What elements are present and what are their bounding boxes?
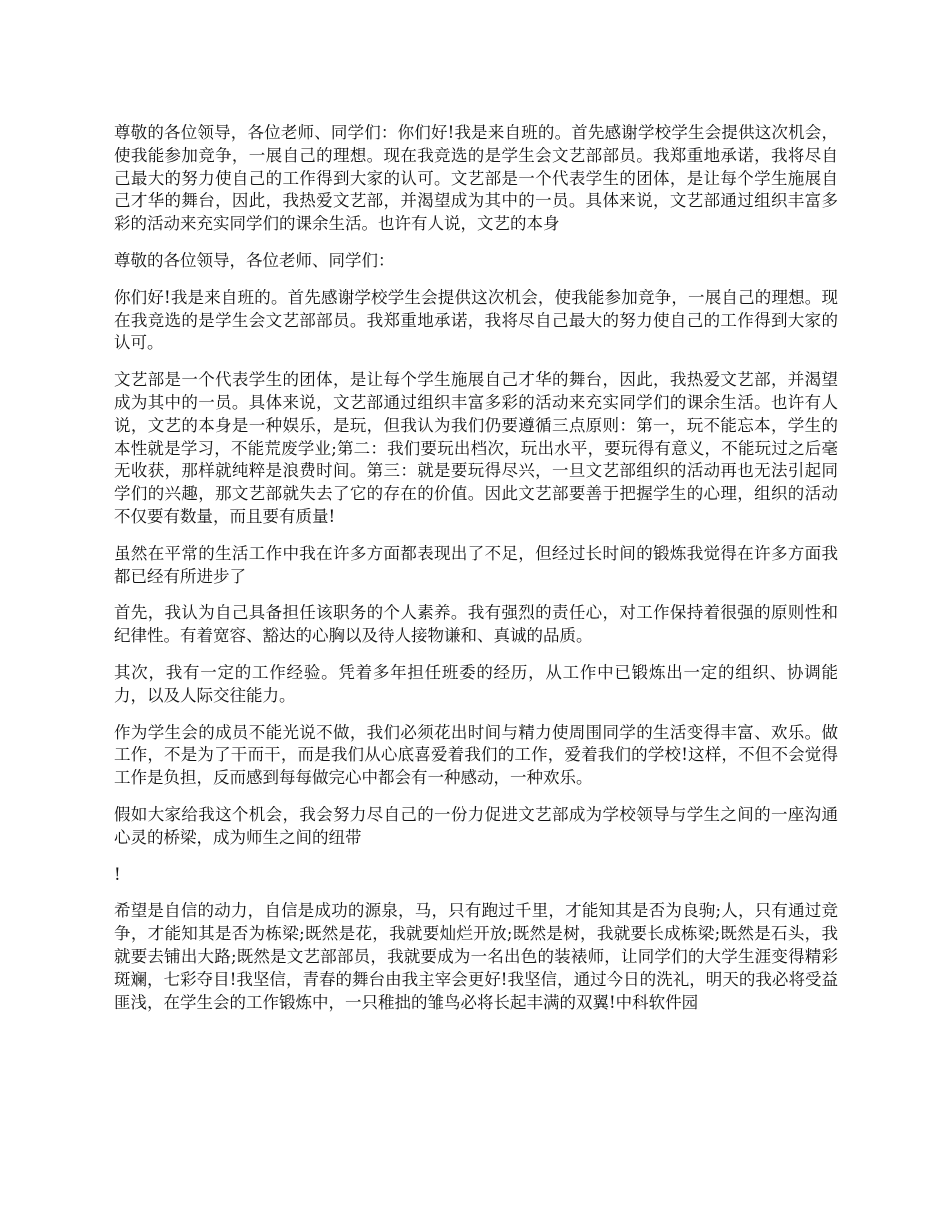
closing-paragraph: 希望是自信的动力，自信是成功的源泉，马，只有跑过千里，才能知其是否为良驹;人，只有通过竞争，才能知其是否为栋梁;既然是花，我就要灿烂开放;既然是树，我就要长成栋梁;既然是石头，我就要去铺出大路;既然是文艺部部员，我就要成为一名出色的装裱师，让同学们的大学生涯变得精彩斑斓，七彩夺目!我坚信，青春的舞台由我主宰会更好!我坚信，通过今日的洗礼，明天的我必将受益匪浅，在学生会的工作锻炼中，一只稚拙的雏鸟必将长起丰满的双翼!中科软件园: [114, 901, 838, 1012]
summary-paragraph: 尊敬的各位领导，各位老师、同学们：你们好!我是来自班的。首先感谢学校学生会提供这次机会，使我能参加竞争，一展自己的理想。现在我竞选的是学生会文艺部部员。我郑重地承诺，我将尽自己最大的努力使自己的工作得到大家的认可。文艺部是一个代表学生的团体，是让每个学生施展自己才华的舞台，因此，我热爱文艺部，并渴望成为其中的一员。具体来说，文艺部通过组织丰富多彩的活动来充实同学们的课余生活。也许有人说，文艺的本身: [114, 123, 838, 234]
experience-paragraph: 其次，我有一定的工作经验。凭着多年担任班委的经历，从工作中已锻炼出一定的组织、协调能力，以及人际交往能力。: [114, 662, 838, 705]
qualities-paragraph: 首先，我认为自己具备担任该职务的个人素养。我有强烈的责任心，对工作保持着很强的原则性和纪律性。有着宽容、豁达的心胸以及待人接物谦和、真诚的品质。: [114, 603, 838, 646]
opportunity-paragraph: 假如大家给我这个机会，我会努力尽自己的一份力促进文艺部成为学校领导与学生之间的一座沟通心灵的桥梁，成为师生之间的纽带: [114, 804, 838, 847]
salutation-paragraph: 尊敬的各位领导，各位老师、同学们：: [114, 250, 395, 270]
progress-paragraph: 虽然在平常的生活工作中我在许多方面都表现出了不足，但经过长时间的锻炼我觉得在许多方面我都已经有所进步了: [114, 543, 838, 586]
commitment-paragraph: 作为学生会的成员不能光说不做，我们必须花出时间与精力使周围同学的生活变得丰富、欢乐。做工作，不是为了干而干，而是我们从心底喜爱着我们的工作，爱着我们的学校!这样，不但不会觉得工作是负担，反而感到每每做完心中都会有一种感动，一种欢乐。: [114, 722, 838, 788]
document-body: [114, 122, 838, 1028]
exclamation-paragraph: !: [114, 864, 121, 884]
department-paragraph: 文艺部是一个代表学生的团体，是让每个学生施展自己才华的舞台，因此，我热爱文艺部，并渴望成为其中的一员。具体来说，文艺部通过组织丰富多彩的活动来充实同学们的课余生活。也许有人说，文艺的本身是一种娱乐，是玩，但我认为我们仍要遵循三点原则：第一，玩不能忘本，学生的本性就是学习，不能荒废学业;第二：我们要玩出档次，玩出水平，要玩得有意义，不能玩过之后毫无收获，那样就纯粹是浪费时间。第三：就是要玩得尽兴，一旦文艺部组织的活动再也无法引起同学们的兴趣，那文艺部就失去了它的存在的价值。因此文艺部要善于把握学生的心理，组织的活动不仅要有数量，而且要有质量!: [114, 370, 838, 526]
intro-paragraph: 你们好!我是来自班的。首先感谢学校学生会提供这次机会，使我能参加竞争，一展自己的理想。现在我竞选的是学生会文艺部部员。我郑重地承诺，我将尽自己最大的努力使自己的工作得到大家的认可。: [114, 287, 838, 353]
